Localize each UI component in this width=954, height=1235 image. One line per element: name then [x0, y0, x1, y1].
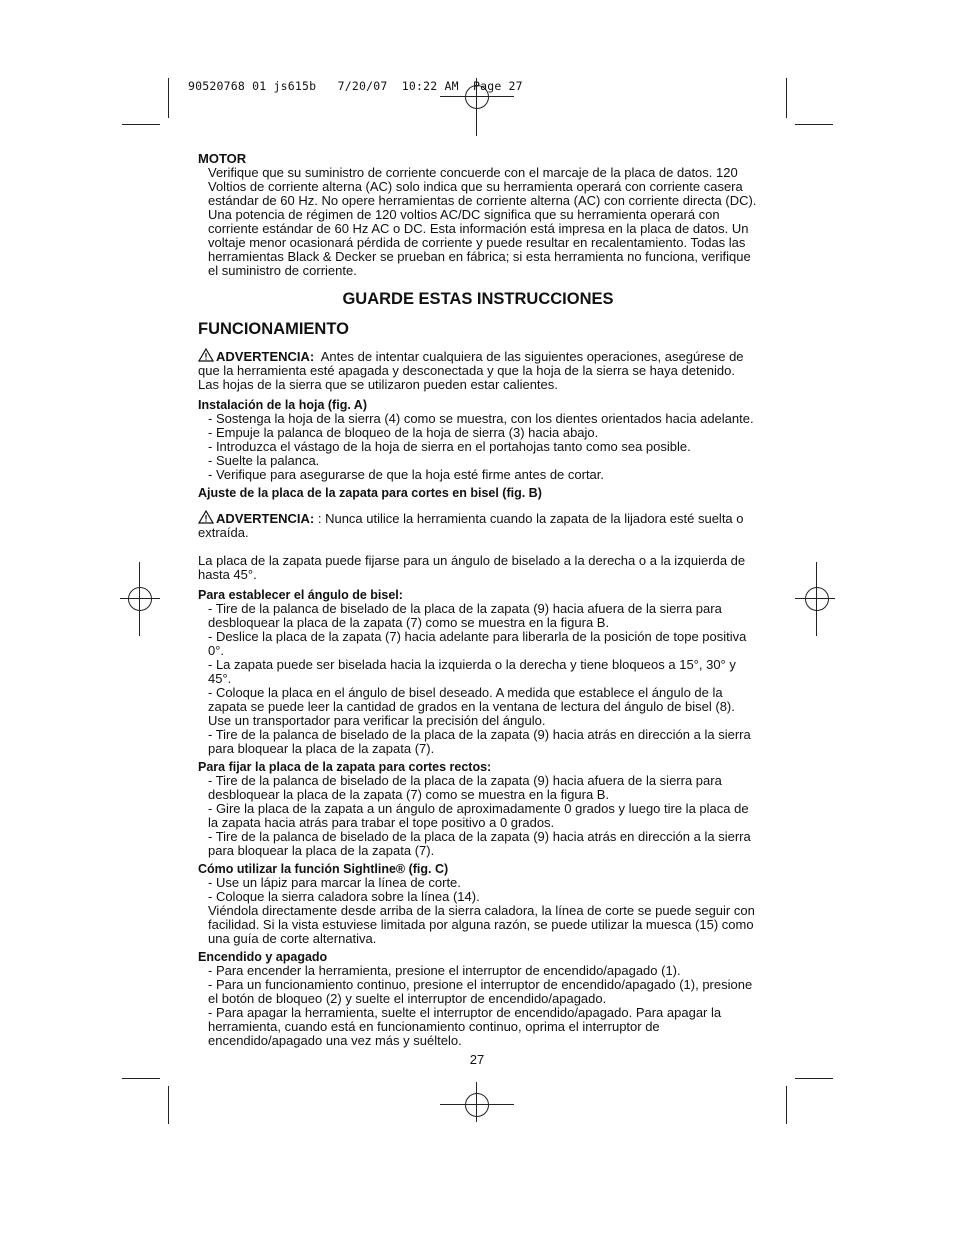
- warning-text: Antes de intentar cualquiera de las siguientes operaciones, asegúrese de que la herramienta esté apagada y desconectada y que la hoja de la sierra se haya detenido. Las hojas de la sierra que se utilizaron pueden estar calientes.: [198, 349, 744, 392]
- bevel-warning-paragraph: [198, 510, 758, 540]
- sightline-list: [198, 876, 758, 946]
- crop-mark: [786, 1086, 787, 1124]
- list-item: - Para apagar la herramienta, suelte el interruptor de encendido/apagado. Para apagar la herramienta, cuando está en funcionamiento continuo, oprima el interruptor de encendido/apagado una vez más y suéltelo.: [208, 1005, 722, 1048]
- bevel-adjust-title: Ajuste de la placa de la zapata para cortes en bisel (fig. B): [198, 486, 542, 500]
- on-off-title: Encendido y apagado: [198, 950, 328, 964]
- warning-triangle-icon: [198, 510, 214, 524]
- blade-install-title: Instalación de la hoja (fig. A): [198, 398, 368, 412]
- list-item: - Gire la placa de la zapata a un ángulo de aproximadamente 0 grados y luego tire la placa de la zapata hacia atrás para trabar el tope positivo a 0 grados.: [208, 801, 749, 830]
- straight-cuts-title: Para fijar la placa de la zapata para cortes rectos:: [198, 760, 492, 774]
- crop-mark: [795, 124, 833, 125]
- crop-mark: [786, 78, 787, 118]
- crop-mark: [168, 1086, 169, 1124]
- list-item: - Tire de la palanca de biselado de la placa de la zapata (9) hacia atrás en dirección a la sierra para bloquear la placa de la zapata (7).: [208, 829, 751, 858]
- motor-heading: MOTOR: [198, 151, 247, 166]
- list-item: - Tire de la palanca de biselado de la placa de la zapata (9) hacia afuera de la sierra para desbloquear la placa de la zapata (7) como se muestra en la figura B.: [208, 773, 722, 802]
- list-item: - Suelte la palanca.: [208, 453, 320, 468]
- registration-line: [440, 1104, 514, 1105]
- registration-line: [139, 562, 140, 636]
- set-bevel-title: Para establecer el ángulo de bisel:: [198, 588, 403, 602]
- crop-mark: [168, 78, 169, 118]
- list-item: - Para encender la herramienta, presione el interruptor de encendido/apagado (1).: [208, 963, 681, 978]
- bevel-intro: La placa de la zapata puede fijarse para un ángulo de biselado a la derecha o a la izquierda de hasta 45°.: [198, 553, 746, 582]
- list-item: - Use un lápiz para marcar la línea de corte.: [208, 875, 461, 890]
- crop-mark: [122, 124, 160, 125]
- list-item: - Deslice la placa de la zapata (7) hacia adelante para liberarla de la posición de tope positiva 0°.: [208, 629, 747, 658]
- warning-text: : Nunca utilice la herramienta cuando la zapata de la lijadora esté suelta o extraída.: [198, 511, 744, 540]
- registration-mark-right: [805, 587, 829, 611]
- registration-line: [476, 1082, 477, 1122]
- blade-install-list: [198, 412, 758, 482]
- save-instructions-heading: GUARDE ESTAS INSTRUCCIONES: [342, 290, 614, 308]
- list-item: - Tire de la palanca de biselado de la placa de la zapata (9) hacia afuera de la sierra para desbloquear la placa de la zapata (7) como se muestra en la figura B.: [208, 601, 722, 630]
- on-off-list: [198, 964, 758, 1048]
- list-item: - La zapata puede ser biselada hacia la izquierda o la derecha y tiene bloqueos a 15°, 30° y 45°.: [208, 657, 736, 686]
- registration-line: [120, 598, 160, 599]
- list-item: - Coloque la sierra caladora sobre la línea (14).: [208, 889, 480, 904]
- list-item: - Tire de la palanca de biselado de la placa de la zapata (9) hacia atrás en dirección a la sierra para bloquear la placa de la zapata (7).: [208, 727, 751, 756]
- set-bevel-list: [198, 602, 758, 756]
- registration-line: [795, 598, 835, 599]
- list-item: - Verifique para asegurarse de que la hoja esté firme antes de cortar.: [208, 467, 605, 482]
- warning-triangle-icon: [198, 348, 214, 362]
- operation-heading: FUNCIONAMIENTO: [198, 320, 349, 338]
- warning-paragraph: [198, 348, 758, 392]
- registration-mark-left: [128, 587, 152, 611]
- page-content: [198, 152, 758, 1048]
- straight-cuts-list: [198, 774, 758, 858]
- registration-line: [816, 562, 817, 636]
- sightline-title: Cómo utilizar la función Sightline® (fig. C): [198, 862, 449, 876]
- warning-label: ADVERTENCIA:: [216, 349, 315, 364]
- motor-body: Verifique que su suministro de corriente concuerde con el marcaje de la placa de datos. 120 Voltios de corriente alterna (AC) solo indica que su herramienta operará con corriente casera estándar de 60 Hz. No opere herramientas de corriente alterna (AC) con corriente directa (DC). Una potencia de régimen de 120 voltios AC/DC significa que su herramienta operará con corriente estándar de 60 Hz AC o DC. Esta información está impresa en la placa de datos. Un voltaje menor ocasionará pérdida de corriente y puede resultar en recalentamiento. Todas las herramientas Black & Decker se prueban en fábrica; si esta herramienta no funciona, verifique el suministro de corriente.: [208, 165, 757, 278]
- list-item: - Empuje la palanca de bloqueo de la hoja de sierra (3) hacia abajo.: [208, 425, 599, 440]
- page-number: 27: [469, 1052, 485, 1067]
- crop-mark: [795, 1078, 833, 1079]
- list-item: - Coloque la placa en el ángulo de bisel deseado. A medida que establece el ángulo de la zapata se puede leer la cantidad de grados en la ventana de lectura del ángulo de bisel (8). Use un transportador para verificar la precisión del ángulo.: [208, 685, 735, 728]
- sightline-paragraph: Viéndola directamente desde arriba de la sierra caladora, la línea de corte se puede seguir con facilidad. Si la vista estuviese limitada por alguna razón, se puede utilizar la muesca (15) como una guía de corte alternativa.: [208, 903, 755, 946]
- list-item: - Para un funcionamiento continuo, presione el interruptor de encendido/apagado (1), presione el botón de bloqueo (2) y suelte el interruptor de encendido/apagado.: [208, 977, 753, 1006]
- registration-mark-bottom: [465, 1093, 489, 1117]
- print-slug: 90520768 01 js615b 7/20/07 10:22 AM Page 27: [188, 79, 523, 93]
- warning-label: ADVERTENCIA:: [216, 511, 315, 526]
- crop-mark: [122, 1078, 160, 1079]
- list-item: - Introduzca el vástago de la hoja de sierra en el portahojas tanto como sea posible.: [208, 439, 691, 454]
- list-item: - Sostenga la hoja de la sierra (4) como se muestra, con los dientes orientados hacia adelante.: [208, 411, 754, 426]
- registration-line: [440, 96, 514, 97]
